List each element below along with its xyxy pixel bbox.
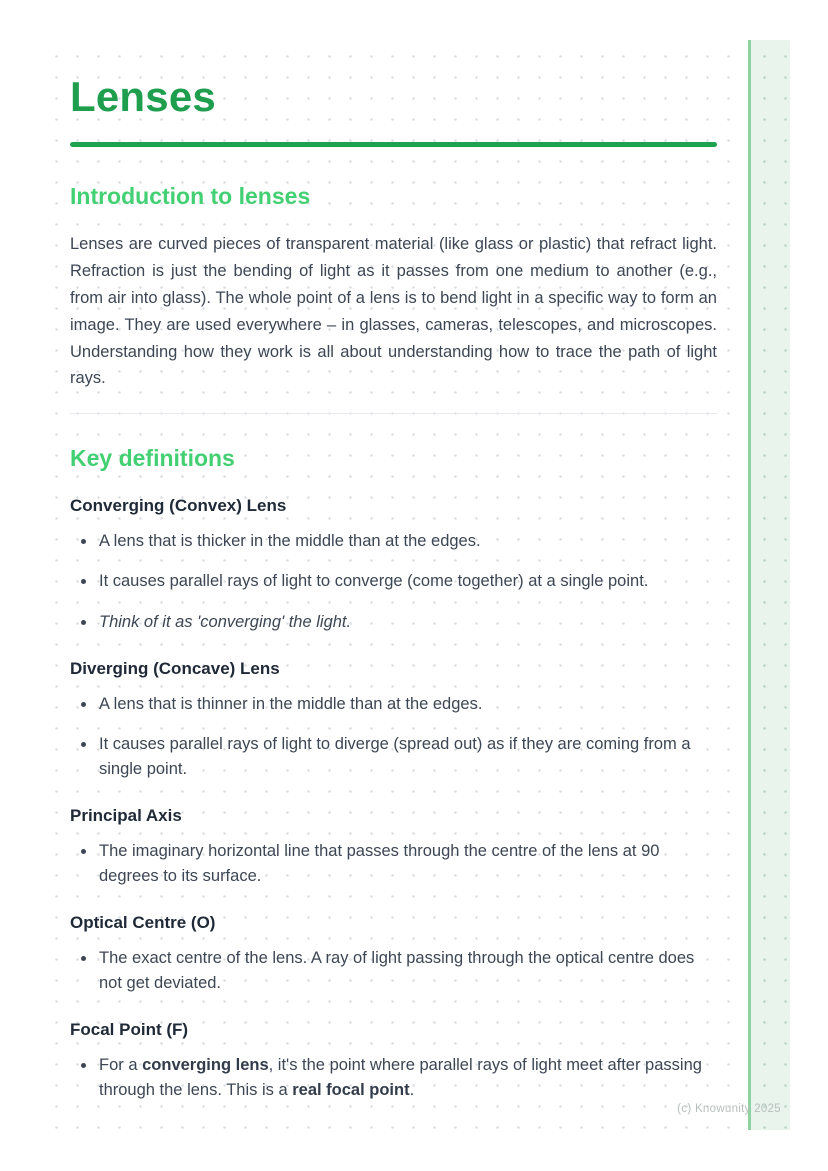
- definition-bullet: • For a converging lens, it's the point where parallel rays of light meet after passing through the lens. This is a real focal point.: [97, 1053, 717, 1103]
- definition-bullet: • The imaginary horizontal line that passes through the centre of the lens at 90 degrees to its surface.: [97, 839, 717, 889]
- intro-section-heading: Introduction to lenses: [70, 183, 311, 209]
- definition-term: Optical Centre (O): [70, 912, 216, 932]
- title-underline-rule: [70, 142, 717, 147]
- definition-term: Converging (Convex) Lens: [70, 496, 287, 516]
- definition-term: Focal Point (F): [70, 1020, 189, 1040]
- definition-bullet-list: [70, 1053, 717, 1103]
- definition-bullet-list: [70, 946, 717, 996]
- page-title: Lenses: [70, 73, 216, 120]
- definition-term: Principal Axis: [70, 805, 182, 825]
- definition-bullet: • A lens that is thinner in the middle than at the edges.: [97, 692, 717, 717]
- definition-bullet: • It causes parallel rays of light to converge (come together) at a single point.: [97, 569, 717, 594]
- definition-bullet: • A lens that is thicker in the middle than at the edges.: [97, 529, 717, 554]
- intro-paragraph: Lenses are curved pieces of transparent material (like glass or plastic) that refract light. Refraction is just the bending of light as it passes from one medium to another (e.g., from air into glass). The whole point of a lens is to bend light in a specific way to form an image. They are used everywhere – in glasses, cameras, telescopes, and microscopes. Understanding how they work is all about understanding how to trace the path of light rays.: [70, 235, 717, 388]
- definition-bullet: • Think of it as 'converging' the light.: [97, 610, 717, 635]
- definition-bullet-list: [70, 839, 717, 889]
- definition-bullet: • The exact centre of the lens. A ray of light passing through the optical centre does not get deviated.: [97, 946, 717, 996]
- notes-page: [40, 40, 790, 1130]
- definition-term: Diverging (Concave) Lens: [70, 658, 280, 678]
- definition-bullet-list: [70, 692, 717, 782]
- section-divider: [70, 413, 717, 414]
- page-content: [40, 73, 790, 1103]
- definitions-list: [70, 496, 717, 1103]
- definition-bullet-list: [70, 529, 717, 634]
- key-definitions-heading: Key definitions: [70, 445, 235, 472]
- definition-bullet: • It causes parallel rays of light to diverge (spread out) as if they are coming from a single point.: [97, 732, 717, 782]
- copyright-footer: (c) Knowunity 2025: [677, 1103, 781, 1115]
